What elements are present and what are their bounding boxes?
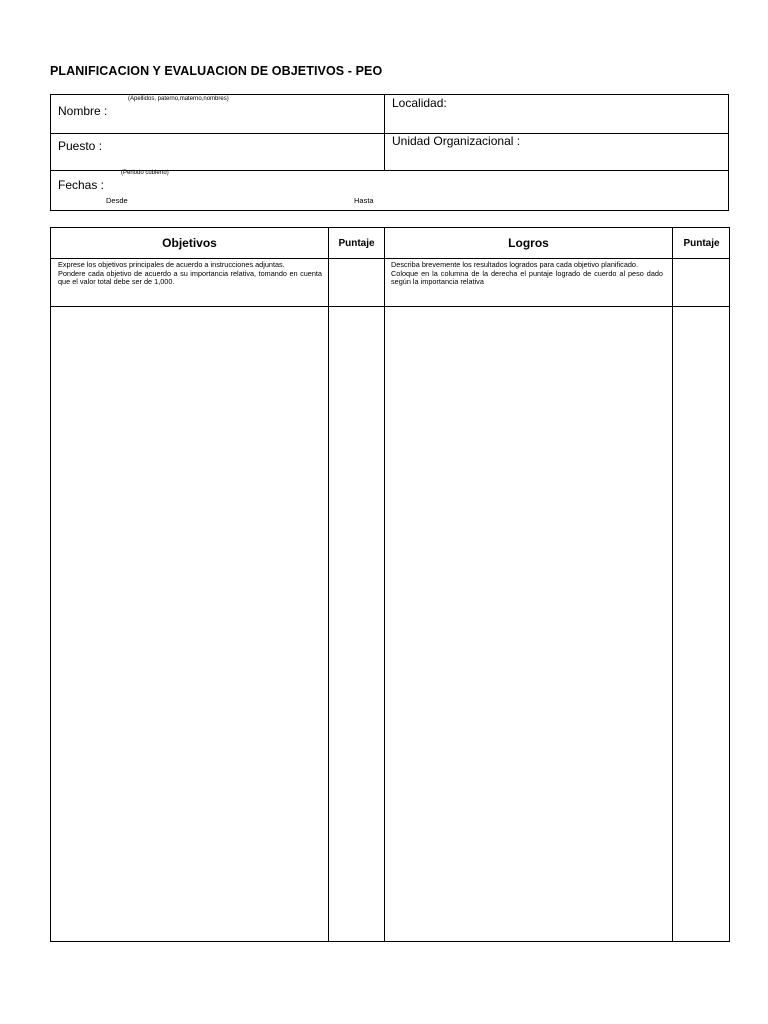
objetivos-instructions	[58, 261, 322, 287]
logros-instructions	[391, 261, 663, 287]
objectives-table	[50, 227, 730, 942]
col-divider-1	[328, 228, 329, 941]
fechas-hint: (Periodo cubierto)	[121, 170, 169, 176]
objetivos-instruction-1: Exprese los objetivos principales de acuerdo a instrucciones adjuntas.	[58, 260, 285, 269]
fechas-label: Fechas :	[58, 178, 105, 192]
column-header-puntaje-logros: Puntaje	[683, 237, 720, 249]
logros-instruction-1: Describa brevemente los resultados logrados para cada objetivo planificado.	[391, 260, 639, 269]
unidad-organizacional-label: Unidad Organizacional :	[392, 134, 521, 148]
column-header-logros: Logros	[508, 236, 549, 250]
col-divider-3	[672, 228, 673, 941]
column-header-puntaje-objetivos: Puntaje	[338, 237, 375, 249]
document-title: PLANIFICACION Y EVALUACION DE OBJETIVOS - PEO	[50, 64, 383, 78]
puesto-label: Puesto :	[58, 139, 103, 153]
objetivos-instruction-2: Pondere cada objetivo de acuerdo a su importancia relativa, tomando en cuenta que el valor total debe ser de 1,000.	[58, 268, 322, 287]
header-divider	[51, 258, 729, 259]
hasta-label: Hasta	[354, 196, 374, 205]
col-divider-2	[384, 228, 385, 941]
info-divider	[384, 95, 385, 170]
nombre-label: Nombre :	[58, 104, 108, 118]
puesto-row	[51, 133, 728, 171]
instructions-divider	[51, 306, 729, 307]
column-header-objetivos: Objetivos	[162, 236, 217, 250]
nombre-hint: (Apellidos, paterno,materno,nombres)	[128, 96, 229, 102]
desde-label: Desde	[106, 196, 128, 205]
employee-info-box	[50, 94, 729, 211]
localidad-label: Localidad:	[392, 96, 447, 110]
logros-instruction-2: Coloque en la columna de la derecha el puntaje logrado de cuerdo al peso dado según la importancia relativa	[391, 268, 663, 287]
nombre-row	[51, 95, 728, 134]
fechas-row	[51, 170, 728, 211]
